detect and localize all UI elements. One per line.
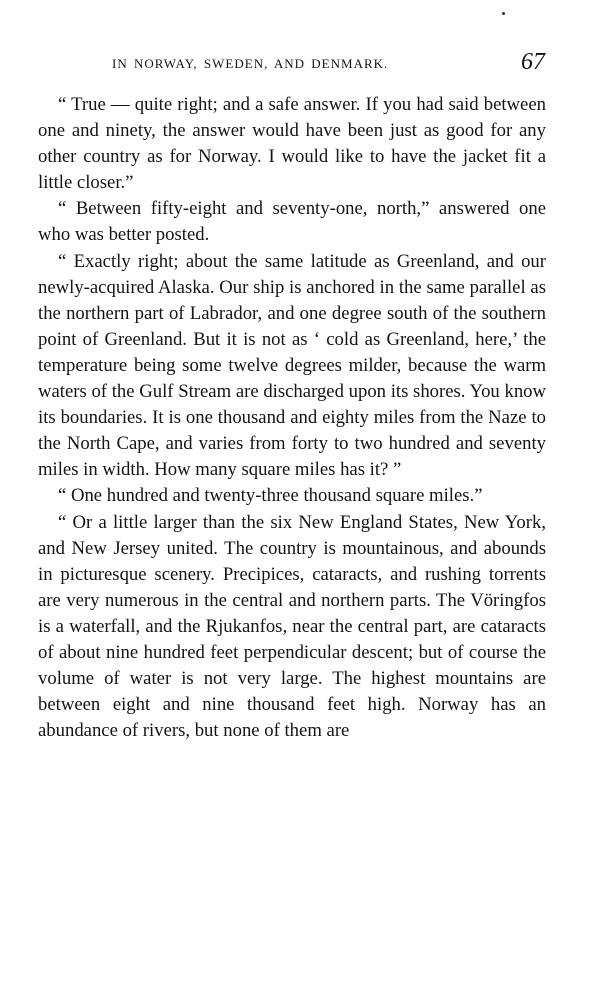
paragraph: “ Exactly right; about the same latitude as Greenland, and our newly-acquired Alaska. Our ship is anchored in the same parallel as the northern part of Labrador, and one degree south of the southern point of Greenland. But it is not as ‘ cold as Greenland, here,’ the temperature being some twelve degrees milder, because the warm waters of the Gulf Stream are discharged upon its shores. You know its boundaries. It is one thousand and eighty miles from the Naze to the North Cape, and varies from forty to two hundred and seventy miles in width. How many square miles has it? ” [38, 250, 546, 481]
paragraph: “ Or a little larger than the six New England States, New York, and New Jersey united. The country is mountainous, and abounds in picturesque scenery. Precipices, cataracts, and rushing torrents are very numerous in the central and northern parts. The Vöringfos is a waterfall, and the Rjukanfos, near the central part, are cataracts of about nine hundred feet perpendicular descent; but of course the volume of water is not very large. The highest mountains are between eight and nine thousand feet high. Norway has an abundance of rivers, but none of them are [38, 511, 546, 742]
body-text [38, 92, 546, 744]
print-speck [502, 12, 505, 15]
page-number: 67 [521, 49, 545, 75]
paragraph: “ True — quite right; and a safe answer. If you had said between one and ninety, the answer would have been just as good for any other country as for Norway. I would like to have the jacket fit a little closer.” [38, 94, 546, 194]
paragraph: “ One hundred and twenty-three thousand square miles.” [58, 485, 483, 507]
running-title: IN NORWAY, SWEDEN, AND DENMARK. [112, 56, 389, 71]
paragraph: “ Between fifty-eight and seventy-one, north,” answered one who was better posted. [38, 198, 546, 246]
